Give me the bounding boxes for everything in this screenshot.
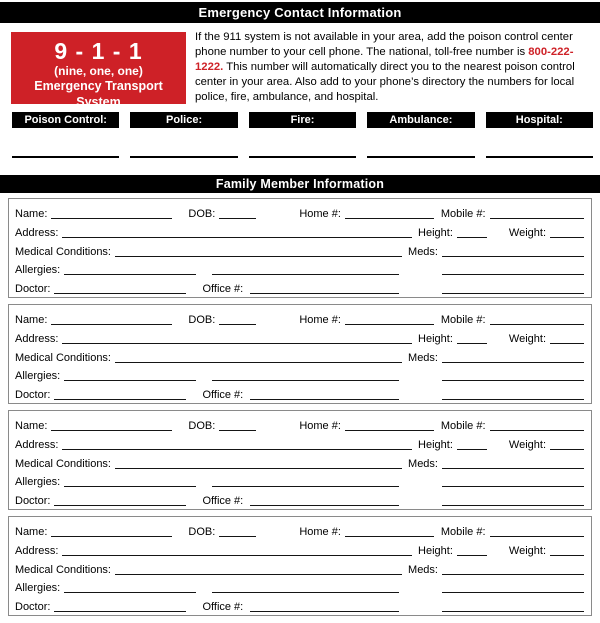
- contact-label-ambulance: Ambulance:: [367, 112, 474, 128]
- height-label: Height:: [418, 544, 453, 557]
- home-phone-line: [345, 218, 434, 219]
- weight-line: [550, 555, 584, 556]
- address-label: Address:: [15, 438, 59, 451]
- address-line: [62, 449, 412, 450]
- mobile-phone-line: [490, 324, 584, 325]
- badge-911-phonetic: (nine, one, one): [54, 64, 143, 78]
- family-row-3: [15, 241, 584, 260]
- family-row-2: [15, 540, 584, 559]
- meds-label: Meds:: [408, 457, 438, 470]
- family-row-5: [15, 384, 584, 403]
- home-phone-label: Home #:: [299, 420, 341, 433]
- mobile-phone-line: [490, 536, 584, 537]
- allergies-line-1: [64, 592, 196, 593]
- home-phone-line: [345, 324, 434, 325]
- meds-line-1: [442, 574, 584, 575]
- family-row-1: [15, 310, 584, 329]
- contact-line-poison-control: [12, 156, 119, 158]
- name-label: Name:: [15, 314, 48, 327]
- family-row-1: [15, 522, 584, 541]
- family-member-block-2: [8, 304, 592, 404]
- doctor-line: [54, 505, 186, 506]
- address-label: Address:: [15, 226, 59, 239]
- name-label: Name:: [15, 420, 48, 433]
- family-row-4: [15, 366, 584, 385]
- family-row-2: [15, 328, 584, 347]
- weight-line: [550, 237, 584, 238]
- weight-line: [550, 343, 584, 344]
- name-line: [51, 430, 172, 431]
- medical-conditions-label: Medical Conditions:: [15, 457, 111, 470]
- home-phone-label: Home #:: [299, 314, 341, 327]
- meds-line-1: [442, 468, 584, 469]
- medical-conditions-line: [115, 574, 402, 575]
- contact-label-police: Police:: [130, 112, 237, 128]
- badge-911-number: 9 - 1 - 1: [54, 38, 143, 64]
- badge-911-label: Emergency Transport System: [34, 79, 163, 109]
- family-row-3: [15, 347, 584, 366]
- weight-line: [550, 449, 584, 450]
- home-phone-line: [345, 430, 434, 431]
- dob-line: [219, 430, 256, 431]
- doctor-line: [54, 293, 186, 294]
- office-phone-line: [250, 505, 399, 506]
- contact-line-hospital: [486, 156, 593, 158]
- office-phone-label: Office #:: [202, 388, 244, 401]
- name-line: [51, 536, 172, 537]
- meds-line-3: [442, 611, 584, 612]
- allergies-line-1: [64, 274, 196, 275]
- address-line: [62, 237, 412, 238]
- mobile-phone-line: [490, 218, 584, 219]
- allergies-label: Allergies:: [15, 264, 61, 277]
- meds-line-3: [442, 293, 584, 294]
- allergies-line-2: [212, 592, 399, 593]
- doctor-line: [54, 611, 186, 612]
- family-member-block-3: [8, 410, 592, 510]
- weight-label: Weight:: [508, 226, 546, 239]
- height-line: [457, 237, 487, 238]
- family-section-title: Family Member Information: [215, 176, 385, 191]
- medical-conditions-line: [115, 256, 402, 257]
- mobile-phone-label: Mobile #:: [440, 420, 486, 433]
- family-row-2: [15, 222, 584, 241]
- family-row-5: [15, 278, 584, 297]
- mobile-phone-label: Mobile #:: [440, 314, 486, 327]
- family-row-5: [15, 490, 584, 509]
- paragraph-part1: If the 911 system is not available in your area, add the poison control center phone number to your cell phone. The national, toll-free number is: [195, 31, 573, 58]
- height-label: Height:: [418, 332, 453, 345]
- medical-conditions-label: Medical Conditions:: [15, 563, 111, 576]
- height-line: [457, 449, 487, 450]
- name-label: Name:: [15, 526, 48, 539]
- name-label: Name:: [15, 208, 48, 221]
- meds-label: Meds:: [408, 563, 438, 576]
- family-blocks-container: [8, 198, 592, 616]
- office-phone-label: Office #:: [202, 494, 244, 507]
- meds-line-2: [442, 486, 584, 487]
- meds-line-3: [442, 505, 584, 506]
- contact-line-ambulance: [367, 156, 474, 158]
- office-phone-line: [250, 293, 399, 294]
- height-label: Height:: [418, 226, 453, 239]
- family-row-2: [15, 434, 584, 453]
- intro-row: [11, 31, 592, 109]
- contact-labels-row: [12, 112, 593, 128]
- meds-line-2: [442, 592, 584, 593]
- medical-conditions-label: Medical Conditions:: [15, 351, 111, 364]
- dob-label: DOB:: [188, 314, 216, 327]
- meds-line-2: [442, 274, 584, 275]
- contact-label-poison-control: Poison Control:: [12, 112, 119, 128]
- contact-line-fire: [249, 156, 356, 158]
- mobile-phone-line: [490, 430, 584, 431]
- family-section-header: [0, 175, 600, 193]
- contact-line-police: [130, 156, 237, 158]
- family-row-5: [15, 596, 584, 615]
- address-line: [62, 555, 412, 556]
- family-member-block-1: [8, 198, 592, 298]
- dob-label: DOB:: [188, 420, 216, 433]
- weight-label: Weight:: [508, 544, 546, 557]
- allergies-line-2: [212, 380, 399, 381]
- weight-label: Weight:: [508, 332, 546, 345]
- contact-writein-lines-row: [12, 156, 593, 158]
- poison-control-paragraph: [195, 30, 592, 105]
- allergies-line-2: [212, 274, 399, 275]
- emergency-section-header: [0, 2, 600, 23]
- family-row-1: [15, 204, 584, 223]
- office-phone-line: [250, 611, 399, 612]
- meds-line-1: [442, 256, 584, 257]
- emergency-section-title: Emergency Contact Information: [198, 5, 402, 20]
- name-line: [51, 324, 172, 325]
- medical-conditions-line: [115, 468, 402, 469]
- height-line: [457, 555, 487, 556]
- office-phone-line: [250, 399, 399, 400]
- meds-line-3: [442, 399, 584, 400]
- dob-line: [219, 324, 256, 325]
- doctor-label: Doctor:: [15, 494, 51, 507]
- dob-line: [219, 536, 256, 537]
- height-label: Height:: [418, 438, 453, 451]
- meds-line-1: [442, 362, 584, 363]
- weight-label: Weight:: [508, 438, 546, 451]
- allergies-line-2: [212, 486, 399, 487]
- paragraph-part2: This number will automatically direct you to the nearest poison control center in your area. Also add to your phone’s directory the numbers for local police, fire, ambulance, and hospital.: [195, 60, 575, 103]
- poison-control-phone-number: 800-222-1222.: [195, 45, 574, 73]
- family-row-4: [15, 578, 584, 597]
- allergies-line-1: [64, 486, 196, 487]
- contact-label-hospital: Hospital:: [486, 112, 593, 128]
- dob-label: DOB:: [188, 526, 216, 539]
- name-line: [51, 218, 172, 219]
- badge-911: [11, 32, 186, 109]
- contact-label-fire: Fire:: [249, 112, 356, 128]
- family-row-3: [15, 453, 584, 472]
- doctor-label: Doctor:: [15, 388, 51, 401]
- dob-line: [219, 218, 256, 219]
- home-phone-label: Home #:: [299, 526, 341, 539]
- allergies-label: Allergies:: [15, 582, 61, 595]
- address-label: Address:: [15, 544, 59, 557]
- doctor-label: Doctor:: [15, 282, 51, 295]
- address-line: [62, 343, 412, 344]
- meds-label: Meds:: [408, 351, 438, 364]
- address-label: Address:: [15, 332, 59, 345]
- medical-conditions-line: [115, 362, 402, 363]
- mobile-phone-label: Mobile #:: [440, 208, 486, 221]
- office-phone-label: Office #:: [202, 282, 244, 295]
- allergies-line-1: [64, 380, 196, 381]
- office-phone-label: Office #:: [202, 600, 244, 613]
- allergies-label: Allergies:: [15, 476, 61, 489]
- meds-label: Meds:: [408, 245, 438, 258]
- family-row-1: [15, 416, 584, 435]
- home-phone-line: [345, 536, 434, 537]
- meds-line-2: [442, 380, 584, 381]
- doctor-line: [54, 399, 186, 400]
- family-row-3: [15, 559, 584, 578]
- dob-label: DOB:: [188, 208, 216, 221]
- home-phone-label: Home #:: [299, 208, 341, 221]
- mobile-phone-label: Mobile #:: [440, 526, 486, 539]
- family-row-4: [15, 260, 584, 279]
- height-line: [457, 343, 487, 344]
- allergies-label: Allergies:: [15, 370, 61, 383]
- family-row-4: [15, 472, 584, 491]
- family-member-block-4: [8, 516, 592, 616]
- doctor-label: Doctor:: [15, 600, 51, 613]
- medical-conditions-label: Medical Conditions:: [15, 245, 111, 258]
